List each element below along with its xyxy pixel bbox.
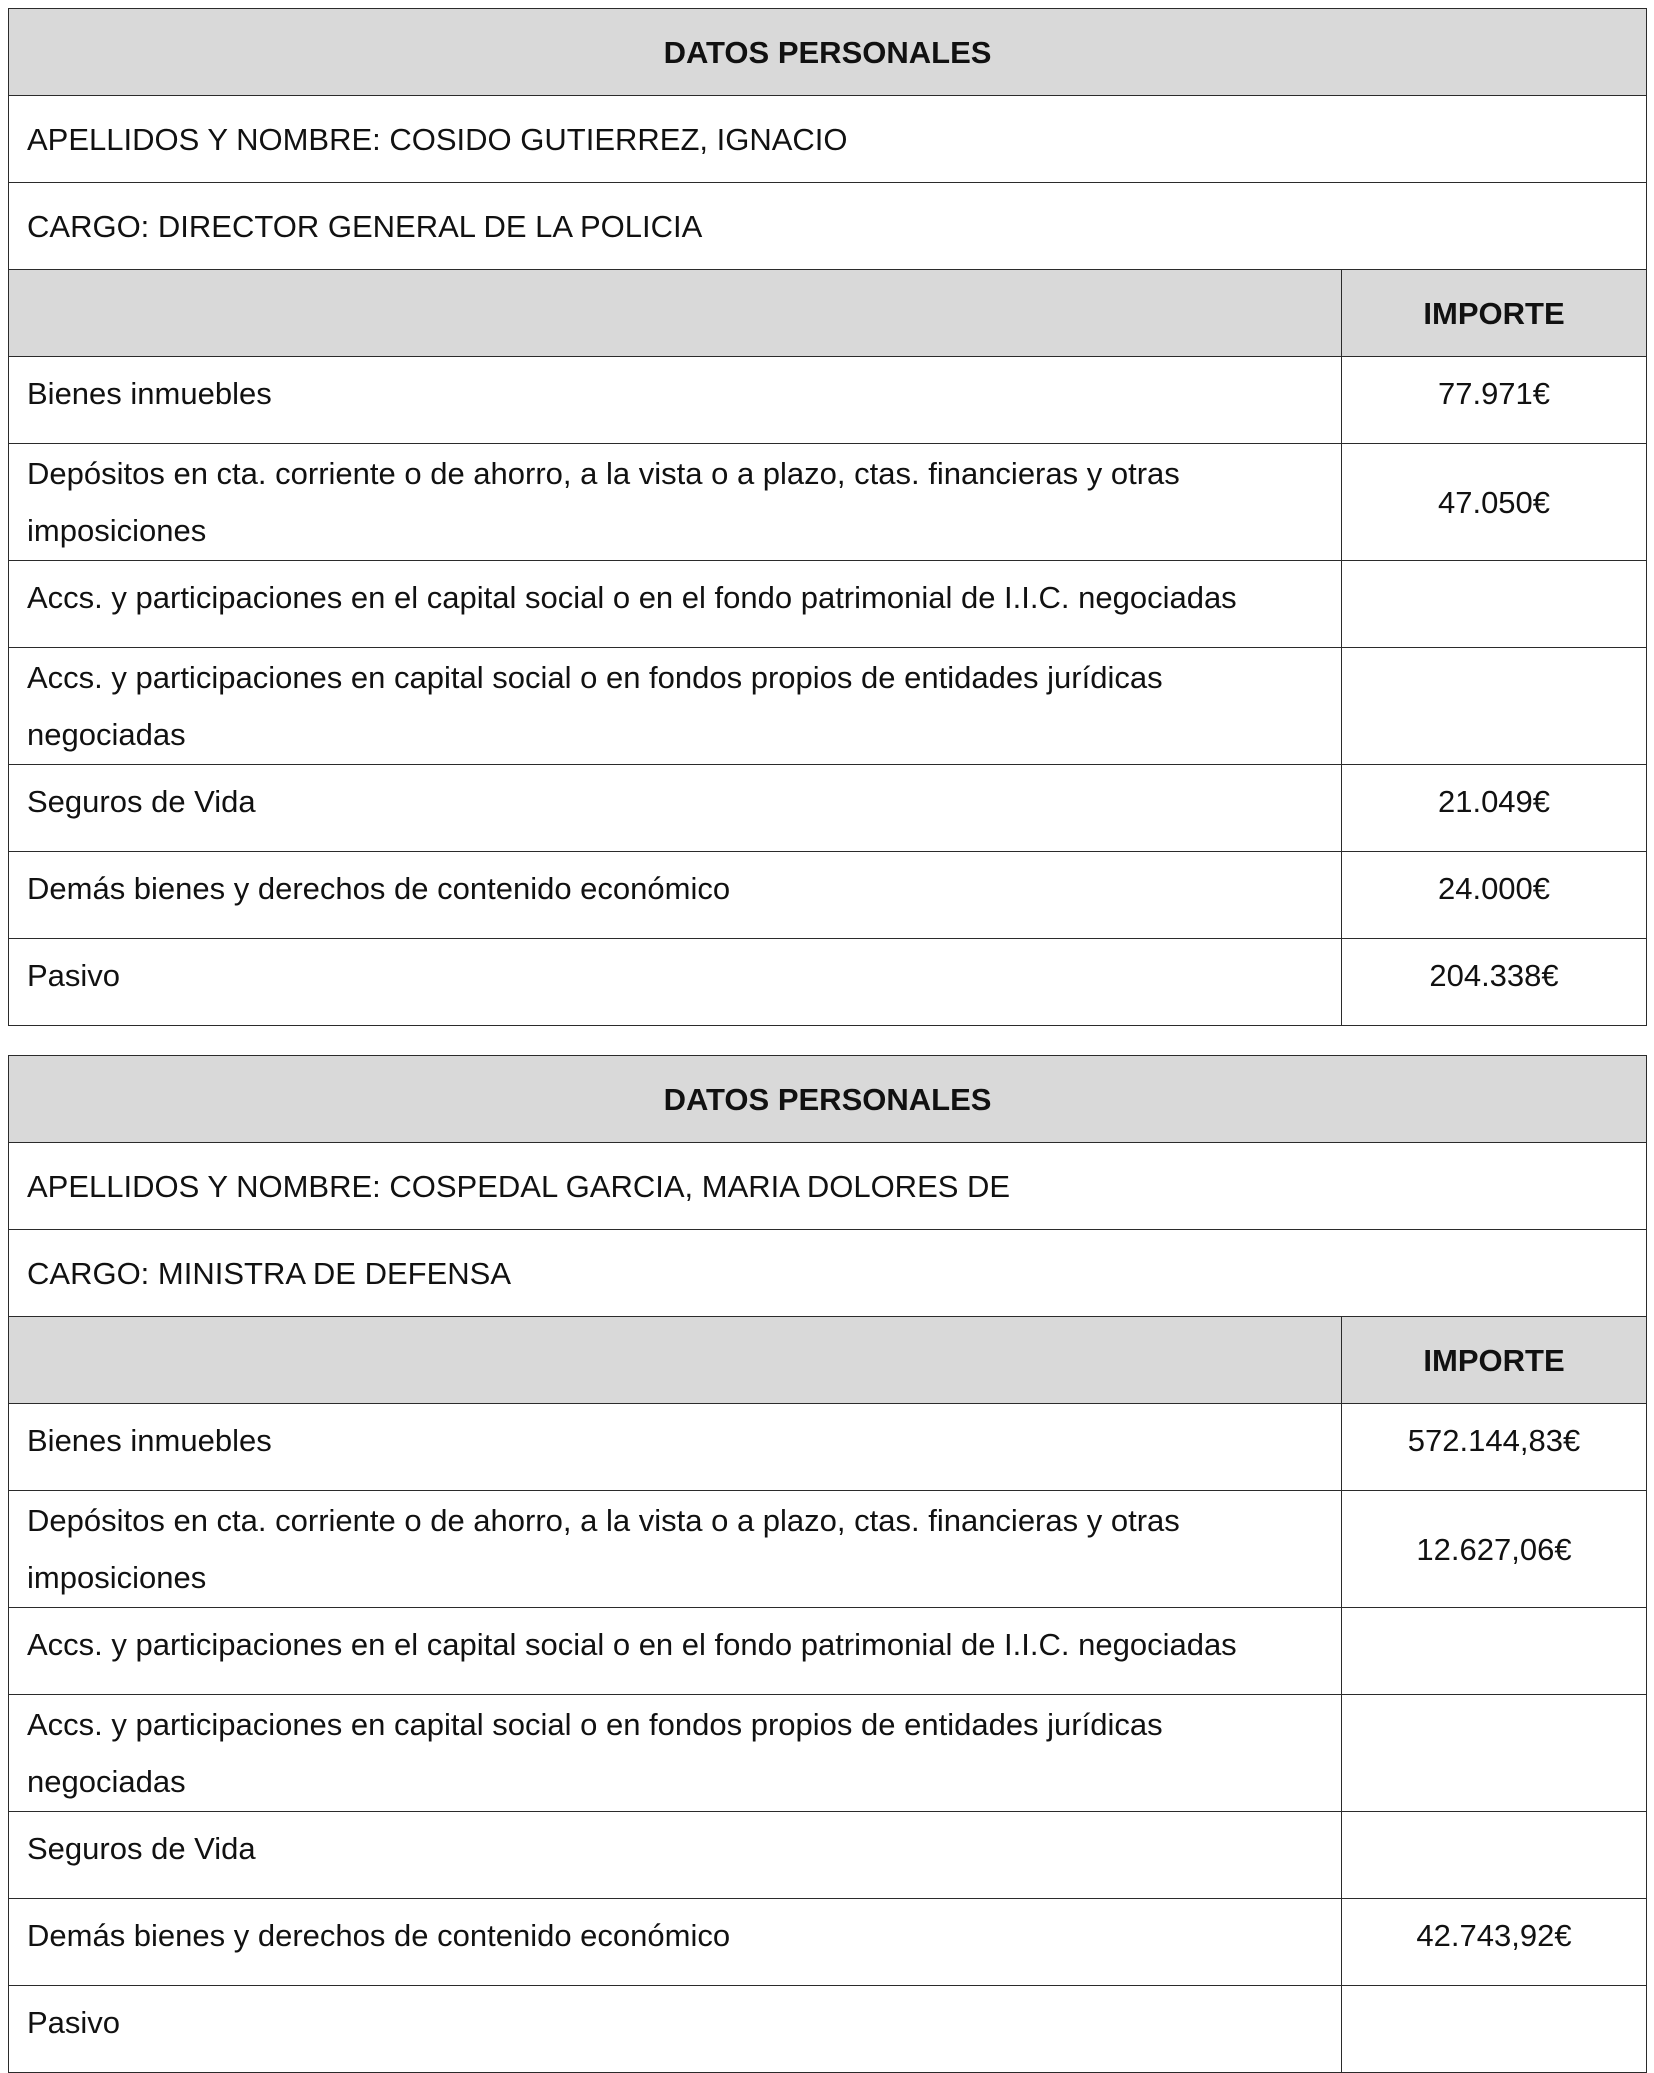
title-row bbox=[9, 1056, 1647, 1143]
row-label: Pasivo bbox=[9, 1986, 1342, 2073]
position: CARGO: DIRECTOR GENERAL DE LA POLICIA bbox=[9, 183, 1647, 270]
header-blank-cell bbox=[9, 1317, 1342, 1404]
row-label: Accs. y participaciones en el capital social o en el fondo patrimonial de I.I.C. negociadas bbox=[9, 1608, 1342, 1695]
row-amount: 572.144,83€ bbox=[1342, 1404, 1647, 1491]
row-label: Depósitos en cta. corriente o de ahorro, a la vista o a plazo, ctas. financieras y otras imposiciones bbox=[9, 444, 1342, 561]
row-label: Accs. y participaciones en el capital social o en el fondo patrimonial de I.I.C. negociadas bbox=[9, 561, 1342, 648]
row-amount: 47.050€ bbox=[1342, 444, 1647, 561]
name-row bbox=[9, 1143, 1647, 1230]
row-amount bbox=[1342, 1986, 1647, 2073]
table-row bbox=[9, 648, 1647, 765]
row-label: Seguros de Vida bbox=[9, 1812, 1342, 1899]
section-title: DATOS PERSONALES bbox=[9, 1056, 1647, 1143]
row-amount: 42.743,92€ bbox=[1342, 1899, 1647, 1986]
position-row bbox=[9, 1230, 1647, 1317]
row-amount bbox=[1342, 1812, 1647, 1899]
section-title: DATOS PERSONALES bbox=[9, 9, 1647, 96]
row-label: Accs. y participaciones en capital social o en fondos propios de entidades jurídicas negociadas bbox=[9, 648, 1342, 765]
position-row bbox=[9, 183, 1647, 270]
row-amount: 21.049€ bbox=[1342, 765, 1647, 852]
title-row bbox=[9, 9, 1647, 96]
amount-header: IMPORTE bbox=[1342, 270, 1647, 357]
table-row bbox=[9, 852, 1647, 939]
table-row bbox=[9, 1404, 1647, 1491]
table-row bbox=[9, 444, 1647, 561]
table-row bbox=[9, 357, 1647, 444]
amount-header: IMPORTE bbox=[1342, 1317, 1647, 1404]
table-row bbox=[9, 561, 1647, 648]
row-amount: 24.000€ bbox=[1342, 852, 1647, 939]
table-row bbox=[9, 1491, 1647, 1608]
row-amount bbox=[1342, 1695, 1647, 1812]
header-blank-cell bbox=[9, 270, 1342, 357]
row-label: Demás bienes y derechos de contenido económico bbox=[9, 852, 1342, 939]
table-row bbox=[9, 1899, 1647, 1986]
table-row bbox=[9, 1812, 1647, 1899]
table-row bbox=[9, 939, 1647, 1026]
row-label: Demás bienes y derechos de contenido económico bbox=[9, 1899, 1342, 1986]
row-label: Depósitos en cta. corriente o de ahorro, a la vista o a plazo, ctas. financieras y otras imposiciones bbox=[9, 1491, 1342, 1608]
row-label: Seguros de Vida bbox=[9, 765, 1342, 852]
row-amount: 77.971€ bbox=[1342, 357, 1647, 444]
row-label: Bienes inmuebles bbox=[9, 1404, 1342, 1491]
name-row bbox=[9, 96, 1647, 183]
row-amount: 12.627,06€ bbox=[1342, 1491, 1647, 1608]
position: CARGO: MINISTRA DE DEFENSA bbox=[9, 1230, 1647, 1317]
row-amount bbox=[1342, 648, 1647, 765]
asset-declaration-table-2 bbox=[8, 1055, 1647, 2073]
full-name: APELLIDOS Y NOMBRE: COSPEDAL GARCIA, MARIA DOLORES DE bbox=[9, 1143, 1647, 1230]
row-label: Accs. y participaciones en capital social o en fondos propios de entidades jurídicas negociadas bbox=[9, 1695, 1342, 1812]
table-row bbox=[9, 765, 1647, 852]
full-name: APELLIDOS Y NOMBRE: COSIDO GUTIERREZ, IGNACIO bbox=[9, 96, 1647, 183]
table-row bbox=[9, 1608, 1647, 1695]
row-label: Bienes inmuebles bbox=[9, 357, 1342, 444]
asset-declaration-table-1 bbox=[8, 8, 1647, 1026]
column-header-row bbox=[9, 270, 1647, 357]
row-amount bbox=[1342, 1608, 1647, 1695]
row-amount: 204.338€ bbox=[1342, 939, 1647, 1026]
row-label: Pasivo bbox=[9, 939, 1342, 1026]
row-amount bbox=[1342, 561, 1647, 648]
table-row bbox=[9, 1986, 1647, 2073]
table-row bbox=[9, 1695, 1647, 1812]
column-header-row bbox=[9, 1317, 1647, 1404]
